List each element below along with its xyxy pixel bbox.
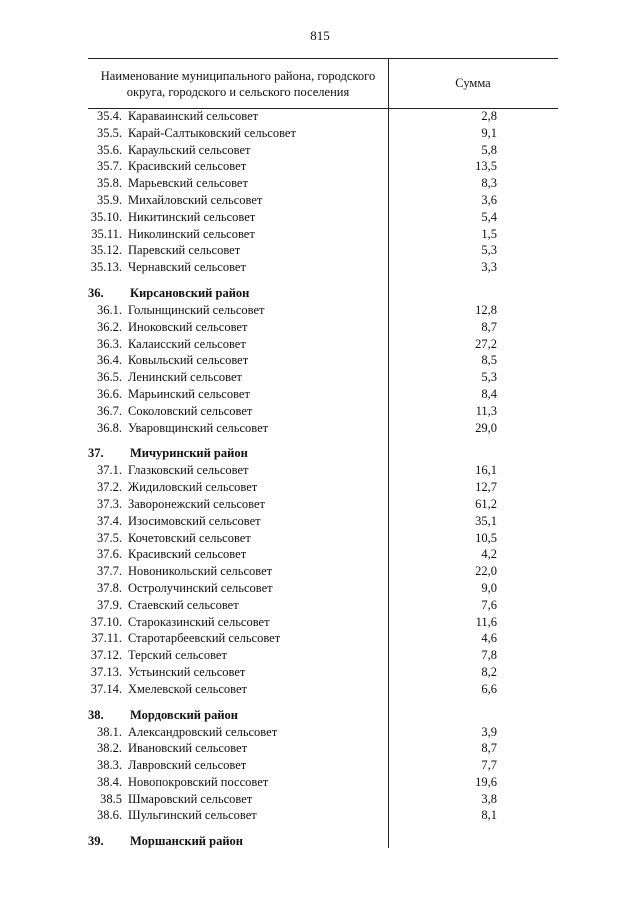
row-sum-value: 8,2 — [481, 664, 497, 679]
settlement-name: Николинский сельсовет — [128, 226, 255, 241]
row-number: 37.6. — [97, 547, 122, 562]
row-sum-value: 7,6 — [481, 597, 497, 612]
row-number: 36. — [88, 285, 104, 300]
row-sum-value: 5,4 — [481, 209, 497, 224]
settlement-name: Шульгинский сельсовет — [128, 808, 257, 823]
settlement-name: Соколовский сельсовет — [128, 403, 253, 418]
row-number: 38.3. — [97, 758, 122, 773]
table-top-rule — [88, 58, 558, 59]
settlement-name: Стаевский сельсовет — [128, 597, 239, 612]
row-sum-value: 9,0 — [481, 580, 497, 595]
table-row — [0, 336, 640, 353]
row-number: 35.13. — [90, 260, 122, 275]
row-number: 35.9. — [97, 192, 122, 207]
row-sum-value: 11,3 — [475, 403, 497, 418]
row-sum-value: 2,8 — [481, 109, 497, 123]
settlement-name: Караульский сельсовет — [128, 142, 251, 157]
settlement-name: Терский сельсовет — [128, 648, 227, 663]
table-row — [0, 302, 640, 319]
row-sum-value: 9,1 — [481, 125, 497, 140]
row-number: 35.10. — [90, 209, 122, 224]
row-number: 36.1. — [97, 302, 122, 317]
column-header-sum: Сумма — [455, 76, 491, 90]
settlement-name: Калаисский сельсовет — [128, 336, 246, 351]
table-row — [0, 546, 640, 563]
row-sum-value: 19,6 — [475, 774, 497, 789]
row-number: 36.8. — [97, 420, 122, 435]
row-number: 36.5. — [97, 370, 122, 385]
page-number: 815 — [310, 28, 330, 43]
row-number: 38.2. — [97, 741, 122, 756]
row-number: 37.8. — [97, 580, 122, 595]
district-name: Мичуринский район — [130, 446, 248, 461]
table-row — [0, 319, 640, 336]
row-sum-value: 5,3 — [481, 370, 497, 385]
row-sum-value: 3,9 — [481, 724, 497, 739]
settlement-name: Ленинский сельсовет — [128, 370, 242, 385]
table-row — [0, 647, 640, 664]
table-row — [0, 563, 640, 580]
table-body — [0, 108, 640, 850]
table-row — [0, 175, 640, 192]
row-sum-value: 27,2 — [475, 336, 497, 351]
table-row — [0, 740, 640, 757]
table-row — [0, 664, 640, 681]
table-row — [0, 462, 640, 479]
district-heading-row — [0, 276, 640, 302]
table-row — [0, 226, 640, 243]
table-row — [0, 158, 640, 175]
row-number: 39. — [88, 834, 104, 849]
district-name: Моршанский район — [130, 834, 243, 849]
row-number: 37.1. — [97, 463, 122, 478]
row-number: 35.4. — [97, 109, 122, 123]
settlement-name: Михайловский сельсовет — [128, 192, 263, 207]
settlement-name: Новопокровский поссовет — [128, 774, 269, 789]
table-row — [0, 259, 640, 276]
row-sum-value: 3,3 — [481, 260, 497, 275]
table-row — [0, 757, 640, 774]
settlement-name: Жидиловский сельсовет — [128, 480, 258, 495]
table-row — [0, 530, 640, 547]
row-number: 35.8. — [97, 176, 122, 191]
settlement-name: Заворонежский сельсовет — [128, 496, 265, 511]
row-sum-value: 5,3 — [481, 243, 497, 258]
row-number: 37.14. — [90, 681, 122, 696]
row-sum-value: 8,3 — [481, 176, 497, 191]
row-sum-value: 16,1 — [475, 463, 497, 478]
table-row — [0, 630, 640, 647]
row-sum-value: 3,8 — [481, 791, 497, 806]
settlement-name: Остролучинский сельсовет — [128, 580, 273, 595]
table-row — [0, 192, 640, 209]
row-sum-value: 1,5 — [481, 226, 497, 241]
settlement-name: Новоникольский сельсовет — [128, 564, 273, 579]
row-number: 37.3. — [97, 496, 122, 511]
table-row — [0, 242, 640, 259]
table-row — [0, 125, 640, 142]
table-row — [0, 724, 640, 741]
row-number: 38.4. — [97, 774, 122, 789]
table-row — [0, 209, 640, 226]
table-row — [0, 420, 640, 437]
column-header-name-line1: Наименование муниципального района, городского — [100, 69, 376, 83]
row-number: 37.10. — [90, 614, 122, 629]
district-name: Кирсановский район — [130, 285, 250, 300]
row-number: 36.3. — [97, 336, 122, 351]
row-sum-value: 8,1 — [481, 808, 497, 823]
row-sum-value: 4,6 — [481, 631, 497, 646]
row-number: 35.11. — [91, 226, 122, 241]
row-sum-value: 12,8 — [475, 302, 497, 317]
settlement-name: Паревский сельсовет — [128, 243, 241, 258]
row-number: 37.11. — [91, 631, 122, 646]
row-sum-value: 13,5 — [475, 159, 497, 174]
row-sum-value: 35,1 — [475, 513, 497, 528]
table-row — [0, 403, 640, 420]
table-row — [0, 681, 640, 698]
settlement-name: Ковыльский сельсовет — [128, 353, 249, 368]
table-row — [0, 580, 640, 597]
row-number: 37.13. — [90, 664, 122, 679]
table-row — [0, 614, 640, 631]
table-row — [0, 369, 640, 386]
row-number: 38.1. — [97, 724, 122, 739]
row-sum-value: 6,6 — [481, 681, 497, 696]
row-sum-value: 4,2 — [481, 547, 497, 562]
table-row — [0, 807, 640, 824]
row-sum-value: 8,5 — [481, 353, 497, 368]
row-number: 38.5 — [100, 791, 122, 806]
row-sum-value: 22,0 — [475, 564, 497, 579]
settlement-name: Чернавский сельсовет — [128, 260, 246, 275]
row-sum-value: 8,7 — [481, 319, 497, 334]
district-heading-row — [0, 824, 640, 850]
district-name: Мордовский район — [130, 707, 238, 722]
row-number: 36.6. — [97, 386, 122, 401]
district-heading-row — [0, 698, 640, 724]
table-row — [0, 513, 640, 530]
row-number: 37.5. — [97, 530, 122, 545]
row-number: 37.9. — [97, 597, 122, 612]
row-number: 35.5. — [97, 125, 122, 140]
table-row — [0, 108, 640, 125]
row-number: 36.4. — [97, 353, 122, 368]
settlement-name: Хмелевской сельсовет — [128, 681, 247, 696]
settlement-name: Карай-Салтыковский сельсовет — [128, 125, 296, 140]
settlement-name: Лавровский сельсовет — [128, 758, 247, 773]
settlement-name: Глазковский сельсовет — [128, 463, 249, 478]
column-header-name — [88, 68, 388, 100]
row-sum-value: 61,2 — [475, 496, 497, 511]
settlement-name: Иноковский сельсовет — [128, 319, 248, 334]
settlement-name: Красивский сельсовет — [128, 547, 247, 562]
table-row — [0, 352, 640, 369]
settlement-name: Шмаровский сельсовет — [128, 791, 253, 806]
row-sum-value: 10,5 — [475, 530, 497, 545]
settlement-name: Красивский сельсовет — [128, 159, 247, 174]
row-number: 37.7. — [97, 564, 122, 579]
table-row — [0, 142, 640, 159]
row-sum-value: 7,8 — [481, 648, 497, 663]
settlement-name: Старотарбеевский сельсовет — [128, 631, 281, 646]
row-number: 35.6. — [97, 142, 122, 157]
row-number: 37.2. — [97, 480, 122, 495]
row-number: 37.4. — [97, 513, 122, 528]
row-number: 36.2. — [97, 319, 122, 334]
district-heading-row — [0, 436, 640, 462]
table-row — [0, 479, 640, 496]
settlement-name: Александровский сельсовет — [128, 724, 278, 739]
settlement-name: Староказинский сельсовет — [128, 614, 270, 629]
table-row — [0, 386, 640, 403]
row-sum-value: 7,7 — [481, 758, 497, 773]
row-sum-value: 29,0 — [475, 420, 497, 435]
settlement-name: Голынщинский сельсовет — [128, 302, 265, 317]
settlement-name: Изосимовский сельсовет — [128, 513, 261, 528]
settlement-name: Марьинский сельсовет — [128, 386, 250, 401]
row-sum-value: 8,4 — [481, 386, 497, 401]
settlement-name: Уваровщинский сельсовет — [128, 420, 269, 435]
row-number: 37.12. — [90, 648, 122, 663]
settlement-name: Устьинский сельсовет — [128, 664, 246, 679]
row-sum-value: 5,8 — [481, 142, 497, 157]
table-row — [0, 791, 640, 808]
settlement-name: Марьевский сельсовет — [128, 176, 248, 191]
row-sum-value: 12,7 — [475, 480, 497, 495]
settlement-name: Ивановский сельсовет — [128, 741, 248, 756]
settlement-name: Караваинский сельсовет — [128, 109, 259, 123]
row-number: 38. — [88, 707, 104, 722]
row-number: 37. — [88, 446, 104, 461]
row-number: 35.7. — [97, 159, 122, 174]
table-row — [0, 774, 640, 791]
row-number: 36.7. — [97, 403, 122, 418]
row-number: 38.6. — [97, 808, 122, 823]
settlement-name: Кочетовский сельсовет — [128, 530, 251, 545]
row-number: 35.12. — [90, 243, 122, 258]
row-sum-value: 8,7 — [481, 741, 497, 756]
column-header-name-line2: округа, городского и сельского поселения — [126, 85, 350, 99]
table-row — [0, 496, 640, 513]
settlement-name: Никитинский сельсовет — [128, 209, 256, 224]
row-sum-value: 3,6 — [481, 192, 497, 207]
table-row — [0, 597, 640, 614]
row-sum-value: 11,6 — [475, 614, 497, 629]
